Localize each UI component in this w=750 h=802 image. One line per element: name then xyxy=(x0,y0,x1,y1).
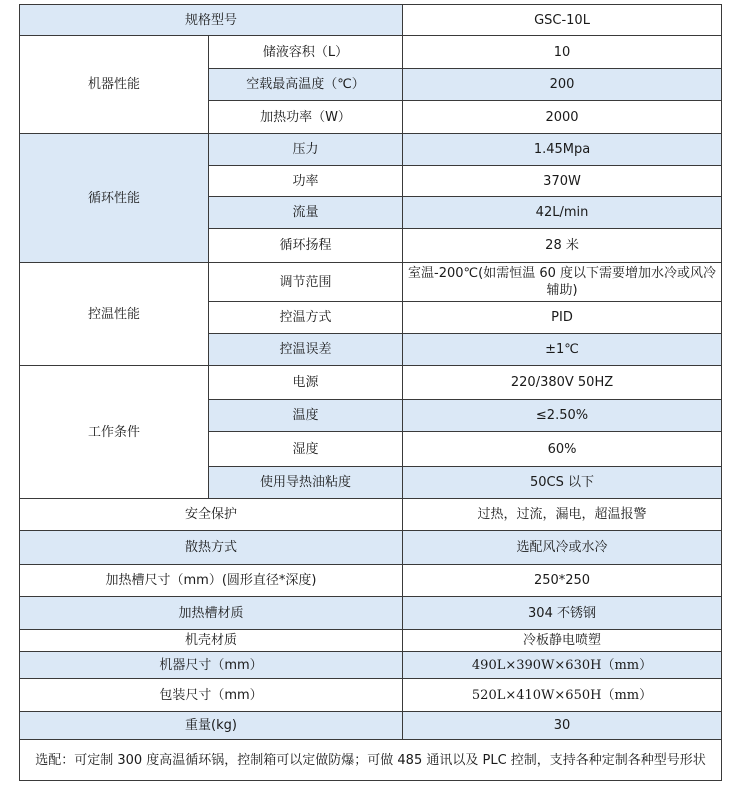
spec-label: 湿度 xyxy=(209,432,403,467)
spec-label: 调节范围 xyxy=(209,263,403,302)
spec-value: ±1℃ xyxy=(403,334,722,366)
spec-label: 加热槽尺寸（mm）(圆形直径*深度) xyxy=(20,565,403,597)
spec-value: ≤2.50% xyxy=(403,400,722,432)
spec-label: 压力 xyxy=(209,134,403,166)
spec-row-package-size xyxy=(20,679,722,712)
spec-label: 温度 xyxy=(209,400,403,432)
spec-label: 控温方式 xyxy=(209,302,403,334)
spec-label: 重量(kg) xyxy=(20,712,403,740)
spec-row-weight xyxy=(20,712,722,740)
spec-label: 循环扬程 xyxy=(209,229,403,263)
spec-value: 304 不锈钢 xyxy=(403,597,722,630)
group-label-machine: 机器性能 xyxy=(20,36,209,134)
optional-config-note: 选配：可定制 300 度高温循环锅，控制箱可以定做防爆；可做 485 通讯以及 PLC 控制，支持各种定制各种型号形状 xyxy=(20,740,722,781)
model-label: 规格型号 xyxy=(20,5,403,36)
spec-value: 冷板静电喷塑 xyxy=(403,630,722,652)
spec-value: 2000 xyxy=(403,101,722,134)
spec-value: 1.45Mpa xyxy=(403,134,722,166)
spec-table xyxy=(19,4,722,781)
spec-label: 散热方式 xyxy=(20,531,403,565)
spec-row xyxy=(20,366,722,400)
spec-label: 机壳材质 xyxy=(20,630,403,652)
spec-label: 功率 xyxy=(209,166,403,197)
spec-row-safety xyxy=(20,499,722,531)
spec-value: 50CS 以下 xyxy=(403,467,722,499)
spec-row-machine-size xyxy=(20,652,722,679)
spec-label: 电源 xyxy=(209,366,403,400)
spec-row xyxy=(20,263,722,302)
spec-label: 控温误差 xyxy=(209,334,403,366)
spec-value: 220/380V 50HZ xyxy=(403,366,722,400)
spec-label: 安全保护 xyxy=(20,499,403,531)
spec-label: 空载最高温度（℃） xyxy=(209,69,403,101)
spec-label: 加热功率（W） xyxy=(209,101,403,134)
spec-label: 机器尺寸（mm） xyxy=(20,652,403,679)
spec-row-cooling xyxy=(20,531,722,565)
spec-value: 490L×390W×630H（mm） xyxy=(403,652,722,679)
spec-value: 过热，过流，漏电，超温报警 xyxy=(403,499,722,531)
spec-row-tank-material xyxy=(20,597,722,630)
spec-value: 200 xyxy=(403,69,722,101)
spec-row-shell-material xyxy=(20,630,722,652)
spec-row-footnote xyxy=(20,740,722,781)
spec-row xyxy=(20,36,722,69)
spec-value: 选配风冷或水冷 xyxy=(403,531,722,565)
model-value: GSC-10L xyxy=(403,5,722,36)
spec-label: 加热槽材质 xyxy=(20,597,403,630)
spec-value: 10 xyxy=(403,36,722,69)
spec-row-tank-size xyxy=(20,565,722,597)
spec-row-model xyxy=(20,5,722,36)
spec-value: 28 米 xyxy=(403,229,722,263)
spec-value: 室温-200℃(如需恒温 60 度以下需要增加水冷或风冷辅助) xyxy=(403,263,722,302)
spec-value: 250*250 xyxy=(403,565,722,597)
spec-value: PID xyxy=(403,302,722,334)
spec-value: 370W xyxy=(403,166,722,197)
spec-label: 使用导热油粘度 xyxy=(209,467,403,499)
spec-label: 储液容积（L） xyxy=(209,36,403,69)
spec-label: 流量 xyxy=(209,197,403,229)
spec-value: 60% xyxy=(403,432,722,467)
group-label-temp-control: 控温性能 xyxy=(20,263,209,366)
spec-label: 包装尺寸（mm） xyxy=(20,679,403,712)
spec-value: 30 xyxy=(403,712,722,740)
group-label-circulation: 循环性能 xyxy=(20,134,209,263)
spec-value: 42L/min xyxy=(403,197,722,229)
spec-value: 520L×410W×650H（mm） xyxy=(403,679,722,712)
group-label-working-conditions: 工作条件 xyxy=(20,366,209,499)
spec-row xyxy=(20,134,722,166)
